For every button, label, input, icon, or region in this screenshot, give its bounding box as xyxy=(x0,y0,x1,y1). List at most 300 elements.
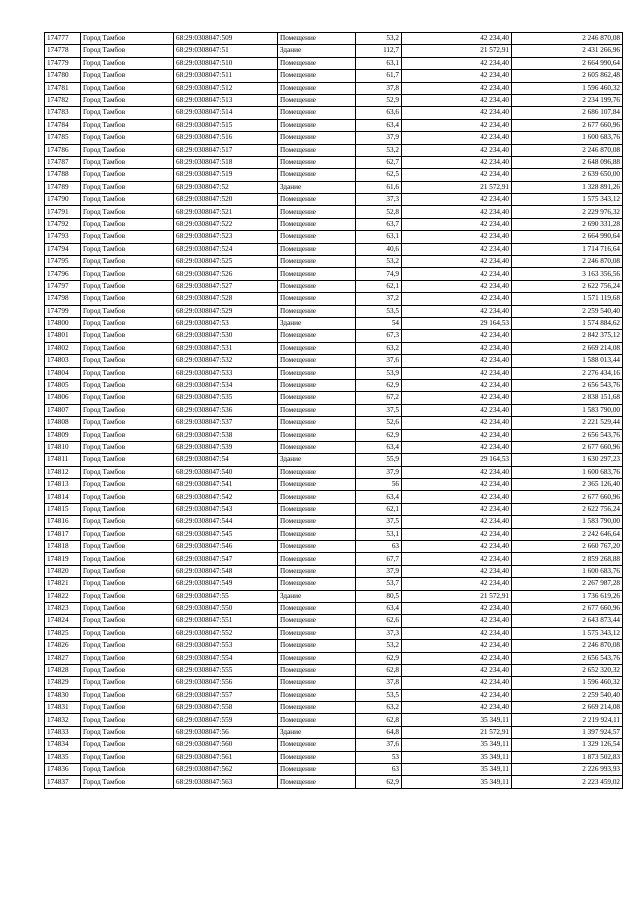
specific-value-cell: 42 234,40 xyxy=(402,404,512,416)
table-row xyxy=(45,305,623,317)
area-cell: 53,2 xyxy=(356,640,402,652)
specific-value-cell: 42 234,40 xyxy=(402,156,512,168)
cadastral-value-cell: 2 656 543,76 xyxy=(512,429,623,441)
object-type-cell: Помещение xyxy=(278,516,356,528)
row-number-cell: 174806 xyxy=(45,392,81,404)
municipality-cell: Город Тамбов xyxy=(81,156,174,168)
cadastral-value-cell: 2 677 660,96 xyxy=(512,441,623,453)
area-cell: 37,9 xyxy=(356,466,402,478)
area-cell: 53,5 xyxy=(356,305,402,317)
area-cell: 56 xyxy=(356,479,402,491)
table-row xyxy=(45,342,623,354)
municipality-cell: Город Тамбов xyxy=(81,305,174,317)
specific-value-cell: 42 234,40 xyxy=(402,689,512,701)
specific-value-cell: 42 234,40 xyxy=(402,280,512,292)
table-row xyxy=(45,206,623,218)
row-number-cell: 174807 xyxy=(45,404,81,416)
specific-value-cell: 42 234,40 xyxy=(402,355,512,367)
cadastral-number-cell: 68:29:0308047:539 xyxy=(174,441,278,453)
cadastral-number-cell: 68:29:0308047:527 xyxy=(174,280,278,292)
table-row xyxy=(45,144,623,156)
row-number-cell: 174816 xyxy=(45,516,81,528)
table-row xyxy=(45,776,623,788)
table-row xyxy=(45,132,623,144)
area-cell: 112,7 xyxy=(356,45,402,57)
cadastral-number-cell: 68:29:0308047:550 xyxy=(174,602,278,614)
specific-value-cell: 42 234,40 xyxy=(402,541,512,553)
specific-value-cell: 42 234,40 xyxy=(402,379,512,391)
row-number-cell: 174825 xyxy=(45,627,81,639)
cadastral-number-cell: 68:29:0308047:542 xyxy=(174,491,278,503)
row-number-cell: 174793 xyxy=(45,231,81,243)
object-type-cell: Помещение xyxy=(278,33,356,45)
cadastral-number-cell: 68:29:0308047:52 xyxy=(174,181,278,193)
table-row xyxy=(45,429,623,441)
municipality-cell: Город Тамбов xyxy=(81,503,174,515)
row-number-cell: 174824 xyxy=(45,615,81,627)
row-number-cell: 174794 xyxy=(45,243,81,255)
object-type-cell: Помещение xyxy=(278,404,356,416)
row-number-cell: 174827 xyxy=(45,652,81,664)
cadastral-number-cell: 68:29:0308047:513 xyxy=(174,94,278,106)
row-number-cell: 174821 xyxy=(45,578,81,590)
municipality-cell: Город Тамбов xyxy=(81,317,174,329)
object-type-cell: Помещение xyxy=(278,82,356,94)
row-number-cell: 174784 xyxy=(45,119,81,131)
row-number-cell: 174813 xyxy=(45,479,81,491)
row-number-cell: 174804 xyxy=(45,367,81,379)
municipality-cell: Город Тамбов xyxy=(81,57,174,69)
municipality-cell: Город Тамбов xyxy=(81,714,174,726)
municipality-cell: Город Тамбов xyxy=(81,33,174,45)
area-cell: 54 xyxy=(356,317,402,329)
municipality-cell: Город Тамбов xyxy=(81,330,174,342)
area-cell: 62,7 xyxy=(356,156,402,168)
table-body xyxy=(45,33,623,789)
cadastral-number-cell: 68:29:0308047:543 xyxy=(174,503,278,515)
area-cell: 62,1 xyxy=(356,280,402,292)
municipality-cell: Город Тамбов xyxy=(81,528,174,540)
row-number-cell: 174834 xyxy=(45,739,81,751)
specific-value-cell: 42 234,40 xyxy=(402,479,512,491)
area-cell: 63,4 xyxy=(356,119,402,131)
cadastral-number-cell: 68:29:0308047:524 xyxy=(174,243,278,255)
cadastral-value-cell: 2 677 660,96 xyxy=(512,602,623,614)
cadastral-number-cell: 68:29:0308047:546 xyxy=(174,541,278,553)
area-cell: 53,7 xyxy=(356,578,402,590)
specific-value-cell: 42 234,40 xyxy=(402,132,512,144)
object-type-cell: Помещение xyxy=(278,280,356,292)
cadastral-value-cell: 1 600 683,76 xyxy=(512,132,623,144)
cadastral-value-cell: 2 622 756,24 xyxy=(512,280,623,292)
table-row xyxy=(45,726,623,738)
cadastral-number-cell: 68:29:0308047:541 xyxy=(174,479,278,491)
municipality-cell: Город Тамбов xyxy=(81,218,174,230)
object-type-cell: Помещение xyxy=(278,107,356,119)
cadastral-value-cell: 3 163 356,56 xyxy=(512,268,623,280)
cadastral-number-cell: 68:29:0308047:516 xyxy=(174,132,278,144)
object-type-cell: Помещение xyxy=(278,367,356,379)
cadastral-value-table xyxy=(44,32,623,789)
specific-value-cell: 42 234,40 xyxy=(402,578,512,590)
row-number-cell: 174829 xyxy=(45,677,81,689)
cadastral-value-cell: 2 259 540,40 xyxy=(512,689,623,701)
object-type-cell: Помещение xyxy=(278,565,356,577)
table-row xyxy=(45,33,623,45)
object-type-cell: Помещение xyxy=(278,739,356,751)
municipality-cell: Город Тамбов xyxy=(81,367,174,379)
cadastral-number-cell: 68:29:0308047:55 xyxy=(174,590,278,602)
object-type-cell: Помещение xyxy=(278,94,356,106)
municipality-cell: Город Тамбов xyxy=(81,739,174,751)
cadastral-value-cell: 1 397 924,57 xyxy=(512,726,623,738)
row-number-cell: 174796 xyxy=(45,268,81,280)
cadastral-number-cell: 68:29:0308047:540 xyxy=(174,466,278,478)
area-cell: 63,1 xyxy=(356,57,402,69)
municipality-cell: Город Тамбов xyxy=(81,689,174,701)
specific-value-cell: 42 234,40 xyxy=(402,231,512,243)
specific-value-cell: 42 234,40 xyxy=(402,94,512,106)
row-number-cell: 174832 xyxy=(45,714,81,726)
cadastral-number-cell: 68:29:0308047:534 xyxy=(174,379,278,391)
specific-value-cell: 42 234,40 xyxy=(402,268,512,280)
row-number-cell: 174836 xyxy=(45,764,81,776)
row-number-cell: 174817 xyxy=(45,528,81,540)
object-type-cell: Помещение xyxy=(278,355,356,367)
table-row xyxy=(45,70,623,82)
object-type-cell: Помещение xyxy=(278,330,356,342)
table-row xyxy=(45,45,623,57)
area-cell: 80,5 xyxy=(356,590,402,602)
municipality-cell: Город Тамбов xyxy=(81,293,174,305)
row-number-cell: 174822 xyxy=(45,590,81,602)
area-cell: 37,9 xyxy=(356,565,402,577)
area-cell: 63,2 xyxy=(356,702,402,714)
table-row xyxy=(45,194,623,206)
specific-value-cell: 42 234,40 xyxy=(402,305,512,317)
table-row xyxy=(45,355,623,367)
cadastral-number-cell: 68:29:0308047:553 xyxy=(174,640,278,652)
municipality-cell: Город Тамбов xyxy=(81,491,174,503)
specific-value-cell: 42 234,40 xyxy=(402,194,512,206)
specific-value-cell: 42 234,40 xyxy=(402,342,512,354)
area-cell: 63 xyxy=(356,764,402,776)
cadastral-number-cell: 68:29:0308047:512 xyxy=(174,82,278,94)
area-cell: 62,6 xyxy=(356,615,402,627)
row-number-cell: 174790 xyxy=(45,194,81,206)
cadastral-value-cell: 2 226 993,93 xyxy=(512,764,623,776)
cadastral-number-cell: 68:29:0308047:530 xyxy=(174,330,278,342)
row-number-cell: 174802 xyxy=(45,342,81,354)
object-type-cell: Помещение xyxy=(278,243,356,255)
specific-value-cell: 42 234,40 xyxy=(402,392,512,404)
area-cell: 52,9 xyxy=(356,94,402,106)
municipality-cell: Город Тамбов xyxy=(81,119,174,131)
row-number-cell: 174833 xyxy=(45,726,81,738)
municipality-cell: Город Тамбов xyxy=(81,441,174,453)
cadastral-number-cell: 68:29:0308047:519 xyxy=(174,169,278,181)
area-cell: 37,2 xyxy=(356,293,402,305)
specific-value-cell: 42 234,40 xyxy=(402,206,512,218)
specific-value-cell: 42 234,40 xyxy=(402,293,512,305)
table-row xyxy=(45,317,623,329)
municipality-cell: Город Тамбов xyxy=(81,565,174,577)
municipality-cell: Город Тамбов xyxy=(81,181,174,193)
row-number-cell: 174809 xyxy=(45,429,81,441)
object-type-cell: Здание xyxy=(278,45,356,57)
cadastral-number-cell: 68:29:0308047:526 xyxy=(174,268,278,280)
cadastral-value-cell: 2 246 870,08 xyxy=(512,144,623,156)
object-type-cell: Помещение xyxy=(278,776,356,788)
table-row xyxy=(45,714,623,726)
cadastral-number-cell: 68:29:0308047:551 xyxy=(174,615,278,627)
cadastral-value-cell: 2 242 646,64 xyxy=(512,528,623,540)
table-row xyxy=(45,689,623,701)
specific-value-cell: 42 234,40 xyxy=(402,441,512,453)
row-number-cell: 174789 xyxy=(45,181,81,193)
area-cell: 52,8 xyxy=(356,206,402,218)
cadastral-value-cell: 2 842 375,12 xyxy=(512,330,623,342)
specific-value-cell: 42 234,40 xyxy=(402,565,512,577)
specific-value-cell: 42 234,40 xyxy=(402,466,512,478)
object-type-cell: Помещение xyxy=(278,751,356,763)
cadastral-number-cell: 68:29:0308047:556 xyxy=(174,677,278,689)
cadastral-value-cell: 2 648 096,88 xyxy=(512,156,623,168)
cadastral-number-cell: 68:29:0308047:515 xyxy=(174,119,278,131)
area-cell: 63,6 xyxy=(356,107,402,119)
municipality-cell: Город Тамбов xyxy=(81,429,174,441)
object-type-cell: Помещение xyxy=(278,342,356,354)
area-cell: 74,9 xyxy=(356,268,402,280)
row-number-cell: 174810 xyxy=(45,441,81,453)
table-row xyxy=(45,57,623,69)
table-row xyxy=(45,615,623,627)
municipality-cell: Город Тамбов xyxy=(81,751,174,763)
object-type-cell: Помещение xyxy=(278,602,356,614)
cadastral-value-cell: 2 664 990,64 xyxy=(512,57,623,69)
cadastral-value-cell: 2 221 529,44 xyxy=(512,417,623,429)
municipality-cell: Город Тамбов xyxy=(81,280,174,292)
cadastral-value-cell: 2 246 870,08 xyxy=(512,640,623,652)
table-row xyxy=(45,367,623,379)
object-type-cell: Помещение xyxy=(278,677,356,689)
table-row xyxy=(45,578,623,590)
area-cell: 61,6 xyxy=(356,181,402,193)
row-number-cell: 174835 xyxy=(45,751,81,763)
row-number-cell: 174814 xyxy=(45,491,81,503)
table-row xyxy=(45,379,623,391)
cadastral-value-cell: 1 630 297,23 xyxy=(512,454,623,466)
row-number-cell: 174778 xyxy=(45,45,81,57)
row-number-cell: 174795 xyxy=(45,256,81,268)
table-row xyxy=(45,664,623,676)
cadastral-value-cell: 2 259 540,40 xyxy=(512,305,623,317)
cadastral-value-cell: 1 588 013,44 xyxy=(512,355,623,367)
cadastral-number-cell: 68:29:0308047:548 xyxy=(174,565,278,577)
object-type-cell: Помещение xyxy=(278,156,356,168)
specific-value-cell: 42 234,40 xyxy=(402,218,512,230)
area-cell: 62,5 xyxy=(356,169,402,181)
specific-value-cell: 29 164,53 xyxy=(402,317,512,329)
municipality-cell: Город Тамбов xyxy=(81,417,174,429)
cadastral-value-cell: 2 246 870,08 xyxy=(512,256,623,268)
row-number-cell: 174812 xyxy=(45,466,81,478)
object-type-cell: Помещение xyxy=(278,441,356,453)
municipality-cell: Город Тамбов xyxy=(81,454,174,466)
cadastral-number-cell: 68:29:0308047:517 xyxy=(174,144,278,156)
area-cell: 37,6 xyxy=(356,739,402,751)
row-number-cell: 174837 xyxy=(45,776,81,788)
table-row xyxy=(45,218,623,230)
cadastral-value-cell: 2 229 976,32 xyxy=(512,206,623,218)
cadastral-value-cell: 1 583 790,00 xyxy=(512,404,623,416)
area-cell: 63,7 xyxy=(356,218,402,230)
table-row xyxy=(45,330,623,342)
cadastral-number-cell: 68:29:0308047:509 xyxy=(174,33,278,45)
cadastral-number-cell: 68:29:0308047:510 xyxy=(174,57,278,69)
cadastral-value-cell: 2 267 987,28 xyxy=(512,578,623,590)
cadastral-value-cell: 1 600 683,76 xyxy=(512,466,623,478)
area-cell: 63,2 xyxy=(356,342,402,354)
cadastral-value-cell: 1 329 126,54 xyxy=(512,739,623,751)
cadastral-value-cell: 2 622 756,24 xyxy=(512,503,623,515)
object-type-cell: Помещение xyxy=(278,652,356,664)
cadastral-value-cell: 2 686 107,84 xyxy=(512,107,623,119)
cadastral-value-cell: 2 276 434,16 xyxy=(512,367,623,379)
specific-value-cell: 35 349,11 xyxy=(402,776,512,788)
area-cell: 53,2 xyxy=(356,256,402,268)
municipality-cell: Город Тамбов xyxy=(81,516,174,528)
cadastral-number-cell: 68:29:0308047:538 xyxy=(174,429,278,441)
object-type-cell: Помещение xyxy=(278,293,356,305)
specific-value-cell: 42 234,40 xyxy=(402,417,512,429)
municipality-cell: Город Тамбов xyxy=(81,355,174,367)
area-cell: 55,9 xyxy=(356,454,402,466)
specific-value-cell: 21 572,91 xyxy=(402,45,512,57)
area-cell: 37,9 xyxy=(356,132,402,144)
object-type-cell: Помещение xyxy=(278,578,356,590)
specific-value-cell: 42 234,40 xyxy=(402,615,512,627)
municipality-cell: Город Тамбов xyxy=(81,45,174,57)
cadastral-number-cell: 68:29:0308047:549 xyxy=(174,578,278,590)
cadastral-number-cell: 68:29:0308047:537 xyxy=(174,417,278,429)
specific-value-cell: 42 234,40 xyxy=(402,516,512,528)
row-number-cell: 174780 xyxy=(45,70,81,82)
cadastral-number-cell: 68:29:0308047:511 xyxy=(174,70,278,82)
cadastral-value-cell: 2 656 543,76 xyxy=(512,652,623,664)
row-number-cell: 174808 xyxy=(45,417,81,429)
table-row xyxy=(45,466,623,478)
municipality-cell: Город Тамбов xyxy=(81,578,174,590)
table-row xyxy=(45,491,623,503)
table-row xyxy=(45,82,623,94)
object-type-cell: Здание xyxy=(278,317,356,329)
object-type-cell: Помещение xyxy=(278,206,356,218)
specific-value-cell: 42 234,40 xyxy=(402,119,512,131)
area-cell: 63,4 xyxy=(356,491,402,503)
area-cell: 37,8 xyxy=(356,82,402,94)
specific-value-cell: 42 234,40 xyxy=(402,70,512,82)
object-type-cell: Помещение xyxy=(278,169,356,181)
row-number-cell: 174820 xyxy=(45,565,81,577)
cadastral-number-cell: 68:29:0308047:53 xyxy=(174,317,278,329)
specific-value-cell: 42 234,40 xyxy=(402,652,512,664)
municipality-cell: Город Тамбов xyxy=(81,256,174,268)
area-cell: 67,3 xyxy=(356,330,402,342)
table-row xyxy=(45,751,623,763)
table-row xyxy=(45,516,623,528)
area-cell: 62,1 xyxy=(356,503,402,515)
cadastral-number-cell: 68:29:0308047:521 xyxy=(174,206,278,218)
cadastral-value-cell: 2 677 660,96 xyxy=(512,119,623,131)
cadastral-value-cell: 2 669 214,08 xyxy=(512,342,623,354)
municipality-cell: Город Тамбов xyxy=(81,206,174,218)
cadastral-value-cell: 2 639 650,00 xyxy=(512,169,623,181)
specific-value-cell: 29 164,53 xyxy=(402,454,512,466)
municipality-cell: Город Тамбов xyxy=(81,652,174,664)
specific-value-cell: 42 234,40 xyxy=(402,503,512,515)
row-number-cell: 174826 xyxy=(45,640,81,652)
table-row xyxy=(45,702,623,714)
specific-value-cell: 35 349,11 xyxy=(402,751,512,763)
object-type-cell: Помещение xyxy=(278,268,356,280)
cadastral-number-cell: 68:29:0308047:560 xyxy=(174,739,278,751)
object-type-cell: Помещение xyxy=(278,132,356,144)
municipality-cell: Город Тамбов xyxy=(81,776,174,788)
cadastral-number-cell: 68:29:0308047:535 xyxy=(174,392,278,404)
area-cell: 37,3 xyxy=(356,627,402,639)
object-type-cell: Помещение xyxy=(278,429,356,441)
area-cell: 37,3 xyxy=(356,194,402,206)
cadastral-number-cell: 68:29:0308047:555 xyxy=(174,664,278,676)
object-type-cell: Помещение xyxy=(278,256,356,268)
cadastral-value-cell: 2 223 459,02 xyxy=(512,776,623,788)
cadastral-number-cell: 68:29:0308047:54 xyxy=(174,454,278,466)
cadastral-value-cell: 2 838 151,68 xyxy=(512,392,623,404)
cadastral-number-cell: 68:29:0308047:51 xyxy=(174,45,278,57)
area-cell: 63,1 xyxy=(356,231,402,243)
row-number-cell: 174818 xyxy=(45,541,81,553)
specific-value-cell: 21 572,91 xyxy=(402,590,512,602)
cadastral-number-cell: 68:29:0308047:533 xyxy=(174,367,278,379)
area-cell: 64,8 xyxy=(356,726,402,738)
cadastral-value-cell: 2 246 870,08 xyxy=(512,33,623,45)
cadastral-number-cell: 68:29:0308047:525 xyxy=(174,256,278,268)
object-type-cell: Помещение xyxy=(278,479,356,491)
table-row xyxy=(45,764,623,776)
object-type-cell: Помещение xyxy=(278,640,356,652)
municipality-cell: Город Тамбов xyxy=(81,466,174,478)
area-cell: 52,6 xyxy=(356,417,402,429)
cadastral-number-cell: 68:29:0308047:552 xyxy=(174,627,278,639)
cadastral-value-cell: 1 583 790,00 xyxy=(512,516,623,528)
row-number-cell: 174805 xyxy=(45,379,81,391)
cadastral-value-cell: 2 431 266,96 xyxy=(512,45,623,57)
municipality-cell: Город Тамбов xyxy=(81,70,174,82)
row-number-cell: 174815 xyxy=(45,503,81,515)
cadastral-value-cell: 2 664 990,64 xyxy=(512,231,623,243)
object-type-cell: Помещение xyxy=(278,764,356,776)
area-cell: 37,5 xyxy=(356,404,402,416)
cadastral-value-cell: 2 859 268,88 xyxy=(512,553,623,565)
object-type-cell: Помещение xyxy=(278,541,356,553)
cadastral-value-cell: 2 669 214,08 xyxy=(512,702,623,714)
municipality-cell: Город Тамбов xyxy=(81,553,174,565)
municipality-cell: Город Тамбов xyxy=(81,132,174,144)
specific-value-cell: 42 234,40 xyxy=(402,491,512,503)
cadastral-number-cell: 68:29:0308047:562 xyxy=(174,764,278,776)
row-number-cell: 174783 xyxy=(45,107,81,119)
